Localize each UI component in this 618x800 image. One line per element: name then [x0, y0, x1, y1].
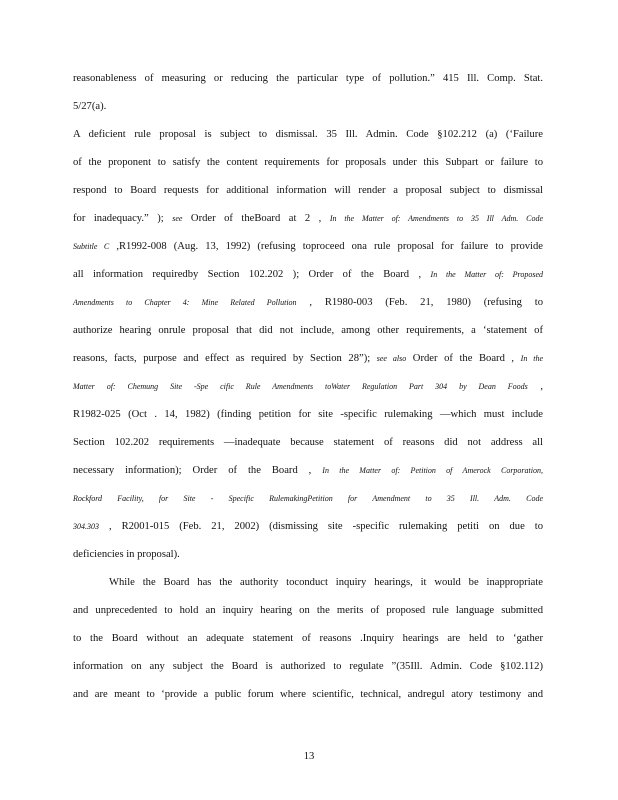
text-line-13: R1982-025 (Oct . 14, 1982) (finding petition for site -specific rulemaking —which must include — [73, 409, 543, 420]
text-line-6: for inadequacy.” ); see Order of theBoard at 2 , In the Matter of: Amendments to 35 Ill Adm. Code — [73, 213, 543, 224]
text-line-7: Subtitle C ,R1992-008 (Aug. 13, 1992) (refusing toproceed ona rule proposal for failure to provide — [73, 241, 544, 252]
text-line-20: and unprecedented to hold an inquiry hearing on the merits of proposed rule language submitted — [73, 605, 543, 616]
text-line-11: reasons, facts, purpose and effect as required by Section 28”); see also Order of the Board , In the — [73, 353, 544, 364]
text-line-17: 304.303 , R2001-015 (Feb. 21, 2002) (dismissing site -specific rulemaking petiti on due to — [73, 521, 543, 532]
text-line-10: authorize hearing onrule proposal that did not include, among other requirements, a ‘statement of — [73, 325, 543, 336]
text-line-5: respond to Board requests for additional information will render a proposal subject to dismissal — [73, 185, 543, 196]
text-line-14: Section 102.202 requirements —inadequate because statement of reasons did not address all — [73, 437, 543, 448]
text-line-19: While the Board has the authority toconduct inquiry hearings, it would be inappropriate — [109, 577, 543, 588]
text-line-18: deficiencies in proposal). — [73, 549, 180, 560]
text-line-23: and are meant to ‘provide a public forum where scientific, technical, andregul atory testimony and — [73, 689, 543, 700]
text-line-2: 5/27(a). — [73, 101, 107, 112]
text-line-15: necessary information); Order of the Board , In the Matter of: Petition of Amerock Corporation, — [73, 465, 543, 476]
text-line-4: of the proponent to satisfy the content requirements for proposals under this Subpart or failure to — [73, 157, 543, 168]
text-line-8: all information requiredby Section 102.202 ); Order of the Board , In the Matter of: Proposed — [73, 269, 544, 280]
text-line-3: A deficient rule proposal is subject to dismissal. 35 Ill. Admin. Code §102.212 (a) (‘Failure — [73, 129, 543, 140]
text-line-22: information on any subject the Board is authorized to regulate ”(35Ill. Admin. Code §102.112) — [73, 661, 543, 672]
text-line-16: Rockford Facility, for Site - Specific RulemakingPetition for Amendment to 35 Ill. Adm. Code — [73, 494, 543, 503]
text-line-21: to the Board without an adequate statement of reasons .Inquiry hearings are held to ‘gather — [73, 633, 543, 644]
text-line-9: Amendments to Chapter 4: Mine Related Pollution , R1980-003 (Feb. 21, 1980) (refusing to — [73, 297, 543, 308]
text-line-12: Matter of: Chemung Site -Spe cific Rule Amendments toWater Regulation Part 304 by Dean Foods , — [73, 381, 543, 392]
text-line-1: reasonableness of measuring or reducing the particular type of pollution.” 415 Ill. Comp. Stat. — [73, 73, 543, 84]
page-number: 13 — [303, 751, 315, 762]
